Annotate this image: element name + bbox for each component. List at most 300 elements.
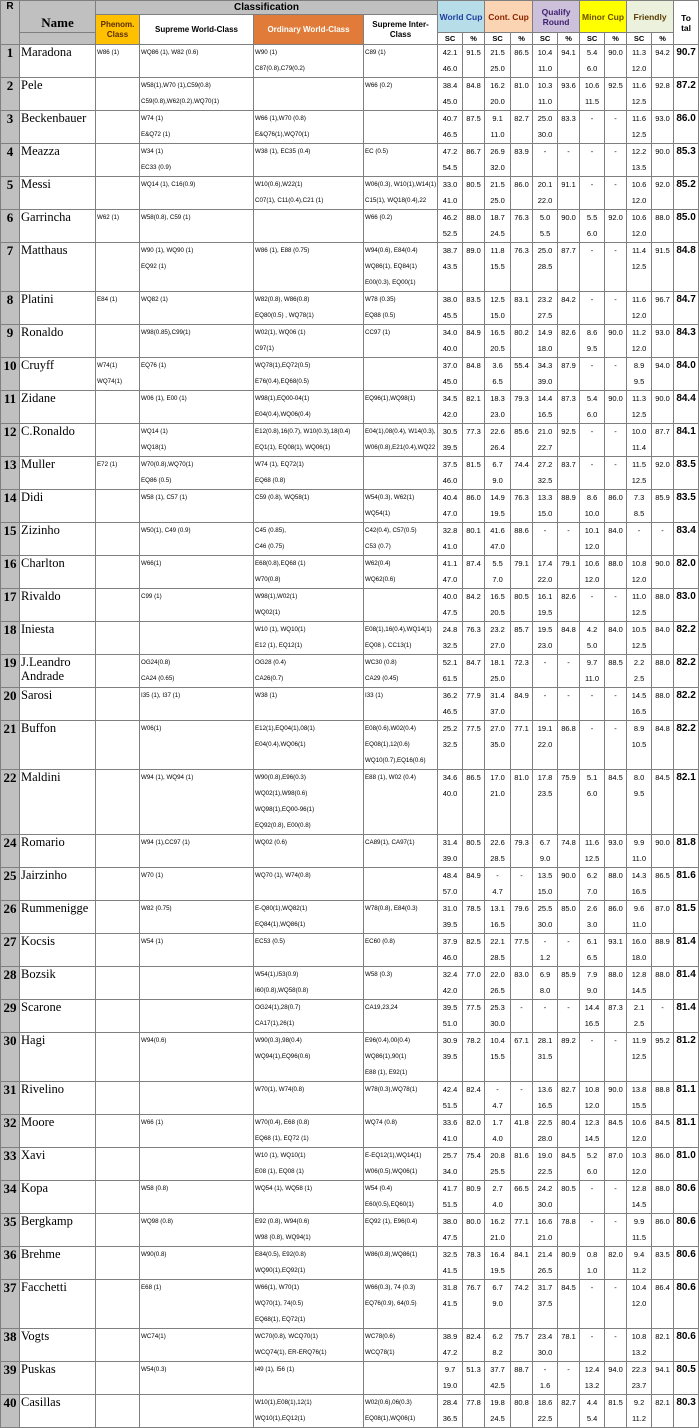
- supreme-world-class-cell: [140, 45, 254, 78]
- supreme-inter-class-cell: [364, 78, 438, 111]
- table-row: [1, 1214, 699, 1247]
- world-cup-sc-cell: [438, 391, 463, 424]
- ordinary-world-class-cell: [254, 934, 364, 967]
- qualify-sc-value: 5.5: [539, 229, 551, 238]
- minor-cup-sc-value: 10.0: [584, 509, 600, 518]
- ordinary-world-entry: WQ70 (1), W74(0.8): [255, 872, 311, 879]
- supreme-inter-class-cell: [364, 391, 438, 424]
- cont-cup-sc-value: 4.0: [492, 1134, 503, 1143]
- friendly-sc-cell: [627, 177, 652, 210]
- world-cup-sc-value: 36.2: [442, 691, 458, 700]
- qualify-pct-cell: 80.4: [558, 1115, 580, 1148]
- minor-cup-sc-value: -: [590, 180, 594, 189]
- qualify-sc-cell: [533, 45, 558, 78]
- rank-cell: 3: [1, 111, 20, 144]
- supreme-world-class-cell: [140, 177, 254, 210]
- player-name: Zizinho: [20, 523, 96, 556]
- cont-cup-sc-cell: [485, 589, 511, 622]
- total-cell: 82.2: [674, 721, 699, 770]
- qualify-sc-cell: [533, 1247, 558, 1280]
- world-cup-sc-value: 25.7: [442, 1151, 458, 1160]
- total-cell: 81.6: [674, 868, 699, 901]
- qualify-sc-cell: [533, 655, 558, 688]
- supreme-world-class-cell: [140, 556, 254, 589]
- qualify-sc-value: 37.5: [537, 1299, 553, 1308]
- player-name: Puskas: [20, 1362, 96, 1395]
- rank-cell: 21: [1, 721, 20, 770]
- ordinary-world-class-cell: [254, 1247, 364, 1280]
- minor-cup-sc-value: [581, 259, 603, 275]
- ordinary-world-entry: C45 (0.85),: [255, 527, 286, 534]
- rank-cell: 8: [1, 292, 20, 325]
- qualify-sc-value: 19.1: [537, 724, 553, 733]
- minor-cup-pct-cell: 81.5: [605, 1395, 627, 1428]
- world-cup-sc-cell: [438, 292, 463, 325]
- world-cup-sc-value: 19.0: [442, 1381, 458, 1390]
- minor-cup-sc-cell: [580, 78, 605, 111]
- qualify-pct-cell: 84.8: [558, 622, 580, 655]
- minor-cup-sc-value: 9.0: [586, 986, 598, 995]
- cont-cup-pct-cell: 79.3: [511, 391, 533, 424]
- supreme-inter-class-cell: [364, 1000, 438, 1033]
- qualify-pct-cell: 78.1: [558, 1329, 580, 1362]
- world-cup-pct-cell: 86.5: [463, 770, 485, 835]
- supreme-world-entry: W50(1), C49 (0.9): [141, 527, 191, 534]
- player-name: Kocsis: [20, 934, 96, 967]
- player-name: Meazza: [20, 144, 96, 177]
- minor-cup-sc-cell: [580, 589, 605, 622]
- world-cup-sc-cell: [438, 589, 463, 622]
- minor-cup-sc-value: 10.6: [584, 559, 600, 568]
- total-cell: 84.8: [674, 243, 699, 292]
- minor-cup-sc-value: [581, 737, 603, 753]
- minor-cup-pct-cell: -: [605, 358, 627, 391]
- qualify-sc-cell: [533, 144, 558, 177]
- player-name: Buffon: [20, 721, 96, 770]
- friendly-sc-value: 10.6: [631, 1118, 647, 1127]
- table-row: [1, 177, 699, 210]
- friendly-pct-cell: 88.0: [652, 655, 674, 688]
- supreme-inter-entry: C42(0.4), C57(0.5): [365, 527, 417, 534]
- supreme-inter-entry: W78(0.8), E84(0.3): [365, 905, 418, 912]
- qualify-sc-cell: [533, 721, 558, 770]
- supreme-world-entry: WQ14 (1): [141, 428, 168, 435]
- world-cup-sc-value: 46.5: [442, 130, 458, 139]
- minor-cup-sc-cell: [580, 243, 605, 292]
- ordinary-world-entry: E12 (1), EQ12(1): [255, 642, 303, 649]
- minor-cup-sc-cell: [580, 868, 605, 901]
- table-row: [1, 835, 699, 868]
- supreme-inter-class-cell: [364, 721, 438, 770]
- supreme-inter-class-cell: [364, 967, 438, 1000]
- cont-cup-sc-value: 19.8: [490, 1398, 505, 1407]
- world-cup-pct-cell: 84.2: [463, 589, 485, 622]
- friendly-pct-cell: 86.4: [652, 1280, 674, 1329]
- cont-cup-pct-cell: 55.4: [511, 358, 533, 391]
- supreme-inter-entry: E04(1),08(0.4), W14(0.3),: [365, 428, 436, 435]
- qualify-sc-value: 5.0: [539, 213, 551, 222]
- minor-cup-pct-cell: -: [605, 1033, 627, 1082]
- phenom-class-cell: [96, 934, 140, 967]
- world-cup-sc-cell: [438, 1329, 463, 1362]
- supreme-inter-entry: WQ86(1), EQ84(1): [365, 263, 417, 270]
- total-header: To tal: [674, 1, 699, 45]
- minor-cup-pct-cell: 84.0: [605, 622, 627, 655]
- total-cell: 85.0: [674, 210, 699, 243]
- minor-cup-sc-value: 6.5: [586, 953, 598, 962]
- minor-cup-sc-cell: [580, 45, 605, 78]
- rank-cell: 15: [1, 523, 20, 556]
- table-row: [1, 358, 699, 391]
- friendly-sc-value: 12.8: [631, 970, 647, 979]
- cont-cup-sc-value: 37.0: [490, 707, 505, 716]
- friendly-sc-cell: [627, 1362, 652, 1395]
- world-cup-sc-value: 51.5: [442, 1101, 458, 1110]
- friendly-sc-value: 10.5: [631, 740, 647, 749]
- player-name: Rivelino: [20, 1082, 96, 1115]
- qualify-sc-value: 22.5: [537, 1118, 553, 1127]
- cont-cup-sc-cell: [485, 1148, 511, 1181]
- supreme-world-class-cell: [140, 292, 254, 325]
- table-row: [1, 325, 699, 358]
- friendly-sc-cell: [627, 721, 652, 770]
- ordinary-world-entry: CA17(1),26(1): [255, 1020, 295, 1027]
- qualify-sc-value: 30.0: [537, 130, 553, 139]
- supreme-inter-class-cell: [364, 1329, 438, 1362]
- minor-cup-sc-value: [581, 1049, 603, 1065]
- ordinary-world-entry: E-Q80(1),WQ82(1): [255, 905, 308, 912]
- qualify-sc-value: -: [543, 1365, 547, 1374]
- minor-cup-sc-value: -: [590, 361, 594, 370]
- phenom-class-cell: [96, 144, 140, 177]
- phenom-class-cell: [96, 835, 140, 868]
- qualify-sc-value: 14.9: [537, 328, 553, 337]
- minor-cup-sc-value: -: [590, 1184, 594, 1193]
- qualify-sc-cell: [533, 901, 558, 934]
- minor-cup-pct-cell: 90.0: [605, 391, 627, 424]
- world-cup-pct-cell: 76.3: [463, 622, 485, 655]
- supreme-inter-class-cell: [364, 45, 438, 78]
- cont-cup-pct-cell: 76.3: [511, 210, 533, 243]
- player-name: J.Leandro Andrade: [20, 655, 96, 688]
- rank-cell: 36: [1, 1247, 20, 1280]
- qualify-sc-value: 19.5: [537, 625, 553, 634]
- supreme-inter-class-cell: [364, 1214, 438, 1247]
- cont-cup-sc-cell: [485, 45, 511, 78]
- supreme-inter-class-cell: [364, 358, 438, 391]
- total-cell: 82.2: [674, 688, 699, 721]
- minor-cup-pct-cell: -: [605, 1214, 627, 1247]
- friendly-sc-cell: [627, 901, 652, 934]
- friendly-sc-value: 2.2: [633, 658, 645, 667]
- world-cup-sc-cell: [438, 1280, 463, 1329]
- supreme-inter-entry: E08(1),16(0.4),WQ14(1): [365, 626, 432, 633]
- friendly-sc-cell: [627, 1033, 652, 1082]
- world-cup-pct-cell: 51.3: [463, 1362, 485, 1395]
- cont-cup-sc-cell: [485, 721, 511, 770]
- minor-cup-sc-value: 11.0: [585, 674, 600, 683]
- supreme-world-entry: W58(0.8), C59 (1): [141, 214, 191, 221]
- ordinary-world-entry: I49 (1), I56 (1): [255, 1366, 295, 1373]
- world-cup-sc-value: 34.5: [442, 394, 458, 403]
- ordinary-world-entry: E12(0.8),16(0.7), W10(0.3),18(0.4): [255, 428, 351, 435]
- world-cup-sc-cell: [438, 1033, 463, 1082]
- qualify-pct-cell: 79.1: [558, 556, 580, 589]
- minor-cup-pct-cell: 84.5: [605, 1115, 627, 1148]
- minor-cup-pct-cell: 86.0: [605, 901, 627, 934]
- supreme-inter-class-cell: [364, 556, 438, 589]
- ordinary-world-entry: W10(1),E08(1),12(1): [255, 1399, 312, 1406]
- cont-cup-sc-cell: [485, 358, 511, 391]
- cont-cup-sc-value: 42.5: [490, 1381, 505, 1390]
- supreme-world-class-cell: [140, 523, 254, 556]
- supreme-inter-entry: W54(0.3), W62(1): [365, 494, 415, 501]
- supreme-inter-entry: E96(0.4),00(0.4): [365, 1037, 411, 1044]
- supreme-world-class-cell: [140, 770, 254, 835]
- name-header-bottom: [20, 33, 96, 45]
- minor-cup-sc-value: [581, 704, 603, 720]
- supreme-inter-entry: W78 (0.35): [365, 296, 396, 303]
- qualify-sc-value: 16.6: [537, 1217, 553, 1226]
- qualify-pct-cell: 90.0: [558, 868, 580, 901]
- cont-cup-sc-value: 13.1: [490, 904, 505, 913]
- ordinary-world-entry: EQ84(1),WQ86(1): [255, 921, 306, 928]
- total-cell: 84.1: [674, 424, 699, 457]
- world-cup-sc-cell: [438, 721, 463, 770]
- minor-cup-pct-cell: -: [605, 111, 627, 144]
- world-cup-pct-cell: 87.4: [463, 556, 485, 589]
- cont-cup-sc-cell: [485, 111, 511, 144]
- player-name: Rummenigge: [20, 901, 96, 934]
- supreme-inter-entry: C53 (0.7): [365, 543, 391, 550]
- ordinary-world-entry: EQ80(0.5) , WQ78(1): [255, 312, 314, 319]
- friendly-sc-value: 12.0: [631, 229, 647, 238]
- cont-cup-sc-cell: [485, 556, 511, 589]
- supreme-world-class-cell: [140, 868, 254, 901]
- supreme-inter-header: Supreme Inter-Class: [364, 15, 438, 45]
- minor-cup-sc-cell: [580, 177, 605, 210]
- cont-cup-sc-value: 20.5: [490, 344, 505, 353]
- cont-cup-sc-value: 22.1: [490, 937, 505, 946]
- minor-cup-sc-value: -: [590, 114, 594, 123]
- phenom-class-cell: [96, 490, 140, 523]
- rank-cell: 17: [1, 589, 20, 622]
- ordinary-world-entry: W38 (1), EC35 (0.4): [255, 148, 311, 155]
- friendly-sc-value: 12.0: [631, 1167, 647, 1176]
- supreme-inter-class-cell: [364, 622, 438, 655]
- cont-cup-sc-cell: [485, 1181, 511, 1214]
- friendly-sc-value: 18.0: [631, 953, 647, 962]
- qualify-sc-value: 23.0: [537, 641, 553, 650]
- world-cup-pct-cell: 84.9: [463, 325, 485, 358]
- cont-cup-sc-value: 6.5: [492, 377, 503, 386]
- world-cup-sc-cell: [438, 1214, 463, 1247]
- qualify-sc-cell: [533, 589, 558, 622]
- minor-cup-sc-cell: [580, 1214, 605, 1247]
- minor-cup-sc-cell: [580, 210, 605, 243]
- ordinary-world-class-cell: [254, 1362, 364, 1395]
- friendly-sc-cell: [627, 457, 652, 490]
- friendly-pct-cell: 88.9: [652, 934, 674, 967]
- minor-cup-sc-value: 6.0: [586, 64, 598, 73]
- supreme-inter-class-cell: [364, 1115, 438, 1148]
- phenom-class-cell: [96, 1214, 140, 1247]
- world-cup-sc-value: 37.5: [442, 460, 458, 469]
- player-name: Pele: [20, 78, 96, 111]
- friendly-sc-value: 11.3: [632, 48, 647, 57]
- minor-cup-sc-value: [581, 1345, 603, 1361]
- rank-cell: 12: [1, 424, 20, 457]
- cont-cup-pct-cell: 83.9: [511, 144, 533, 177]
- world-cup-sc-value: 38.9: [442, 1332, 458, 1341]
- qualify-sc-cell: [533, 78, 558, 111]
- qualify-sc-value: 23.4: [537, 1332, 553, 1341]
- qualify-sc-cell: [533, 868, 558, 901]
- supreme-inter-class-cell: [364, 424, 438, 457]
- qualify-sc-value: 22.0: [537, 196, 553, 205]
- rank-cell: 25: [1, 868, 20, 901]
- friendly-sc-value: 10.8: [631, 1332, 647, 1341]
- minor-cup-sc-cell: [580, 358, 605, 391]
- minor-cup-sc-value: 6.1: [586, 937, 598, 946]
- supreme-world-class-cell: [140, 1000, 254, 1033]
- supreme-world-entry: W94 (1),CC97 (1): [141, 839, 190, 846]
- phenom-class-cell: [96, 111, 140, 144]
- total-cell: 84.0: [674, 358, 699, 391]
- supreme-inter-entry: W06(0.8),E21(0.4),WQ22: [365, 444, 436, 451]
- world-cup-sc-cell: [438, 111, 463, 144]
- qualify-sc-cell: [533, 1329, 558, 1362]
- world-cup-sc-value: 51.0: [442, 1019, 458, 1028]
- table-row: [1, 556, 699, 589]
- total-cell: 80.5: [674, 1362, 699, 1395]
- supreme-world-entry: E&Q72 (1): [141, 131, 171, 138]
- total-cell: 82.0: [674, 556, 699, 589]
- minor-cup-sc-cell: [580, 523, 605, 556]
- minor-cup-pct-cell: -: [605, 1280, 627, 1329]
- player-name: C.Ronaldo: [20, 424, 96, 457]
- world-cup-sc-cell: [438, 1395, 463, 1428]
- cont-cup-pct-cell: 81.6: [511, 1148, 533, 1181]
- friendly-sc-value: 12.2: [631, 147, 647, 156]
- friendly-sc-value: 16.5: [631, 707, 647, 716]
- ordinary-world-entry: EQ68 (0.8): [255, 477, 286, 484]
- supreme-inter-entry: W58 (0.3): [365, 971, 393, 978]
- ordinary-world-entry: WQ90(1),EQ92(1): [255, 1267, 306, 1274]
- friendly-sc-value: 12.0: [631, 575, 647, 584]
- total-cell: 81.4: [674, 967, 699, 1000]
- ordinary-world-class-cell: [254, 325, 364, 358]
- friendly-pct-cell: 88.8: [652, 1082, 674, 1115]
- minor-cup-sc-cell: [580, 1115, 605, 1148]
- cont-cup-sc-cell: [485, 1082, 511, 1115]
- supreme-world-entry: W66 (1): [141, 1119, 164, 1126]
- minor-cup-sc-value: -: [590, 147, 594, 156]
- minor-cup-sc-value: [581, 473, 603, 489]
- world-cup-sc-value: 46.5: [442, 707, 458, 716]
- player-name: Didi: [20, 490, 96, 523]
- supreme-inter-entry: W62(0.4): [365, 560, 391, 567]
- qualify-pct-cell: 90.0: [558, 210, 580, 243]
- friendly-sc-value: 10.8: [631, 559, 647, 568]
- friendly-sc-value: 11.2: [632, 328, 647, 337]
- minor-cup-pct-cell: -: [605, 721, 627, 770]
- minor-cup-sc-value: [581, 1197, 603, 1213]
- minor-cup-sc-value: 9.5: [586, 344, 598, 353]
- qualify-sc-value: -: [543, 1003, 547, 1012]
- rank-cell: 4: [1, 144, 20, 177]
- ordinary-world-entry: W70(0.8): [255, 576, 281, 583]
- qualify-pct-cell: -: [558, 655, 580, 688]
- friendly-sc-cell: [627, 688, 652, 721]
- supreme-inter-entry: EC (0.5): [365, 148, 389, 155]
- supreme-inter-entry: E60(0.5),EQ60(1): [365, 1201, 414, 1208]
- minor-cup-sc-cell: [580, 967, 605, 1000]
- world-cup-pct-cell: 80.0: [463, 1214, 485, 1247]
- friendly-sc-value: 13.5: [631, 163, 647, 172]
- friendly-sc-cell: [627, 589, 652, 622]
- supreme-world-class-cell: [140, 1329, 254, 1362]
- world-cup-sc-cell: [438, 1247, 463, 1280]
- minor-cup-sc-value: [581, 605, 603, 621]
- supreme-world-header: Supreme World-Class: [140, 15, 254, 45]
- ordinary-world-entry: W86 (1), E88 (0.75): [255, 247, 310, 254]
- world-cup-pct-cell: 82.5: [463, 934, 485, 967]
- friendly-sc-value: 14.3: [631, 871, 647, 880]
- ordinary-world-entry: W10 (1), WQ10(1): [255, 1152, 306, 1159]
- cont-cup-sc-value: 6.7: [492, 1283, 503, 1292]
- minor-cup-sc-value: -: [590, 460, 594, 469]
- cont-cup-sc-value: 4.7: [492, 1101, 503, 1110]
- friendly-sc-cell: [627, 835, 652, 868]
- minor-cup-pct-cell: 93.1: [605, 934, 627, 967]
- qualify-sc-value: 27.2: [537, 460, 553, 469]
- minor-cup-sc-value: -: [590, 246, 594, 255]
- cont-cup-sc-value: 25.0: [490, 674, 505, 683]
- player-name: Rivaldo: [20, 589, 96, 622]
- supreme-inter-entry: EQ96(1),WQ98(1): [365, 395, 416, 402]
- minor-cup-sc-value: [581, 193, 603, 209]
- qualify-sc-cell: [533, 934, 558, 967]
- table-row: [1, 1082, 699, 1115]
- friendly-sc-value: 10.6: [631, 213, 647, 222]
- phenom-entry: W62 (1): [97, 214, 120, 221]
- friendly-sc-value: 11.5: [632, 1233, 647, 1242]
- rank-cell: 11: [1, 391, 20, 424]
- supreme-inter-class-cell: [364, 1033, 438, 1082]
- qualify-sc-value: 39.0: [537, 377, 553, 386]
- minor-cup-sc-value: -: [590, 295, 594, 304]
- world-cup-pct-cell: 83.5: [463, 292, 485, 325]
- supreme-world-class-cell: [140, 1181, 254, 1214]
- table-row: [1, 391, 699, 424]
- cont-cup-pct-cell: 66.5: [511, 1181, 533, 1214]
- player-name: Messi: [20, 177, 96, 210]
- cont-cup-sc-cell: [485, 1214, 511, 1247]
- world-cup-pct-cell: 75.4: [463, 1148, 485, 1181]
- phenom-class-cell: [96, 424, 140, 457]
- supreme-inter-class-cell: [364, 243, 438, 292]
- supreme-inter-class-cell: [364, 325, 438, 358]
- cont-cup-pct-cell: 79.1: [511, 556, 533, 589]
- friendly-sc-value: 11.0: [632, 854, 647, 863]
- world-cup-sc-cell: [438, 556, 463, 589]
- minor-cup-sc-cell: [580, 1082, 605, 1115]
- qualify-sc-value: [534, 539, 556, 555]
- table-row: [1, 655, 699, 688]
- qualify-sc-value: 24.2: [537, 1184, 553, 1193]
- rank-cell: 39: [1, 1362, 20, 1395]
